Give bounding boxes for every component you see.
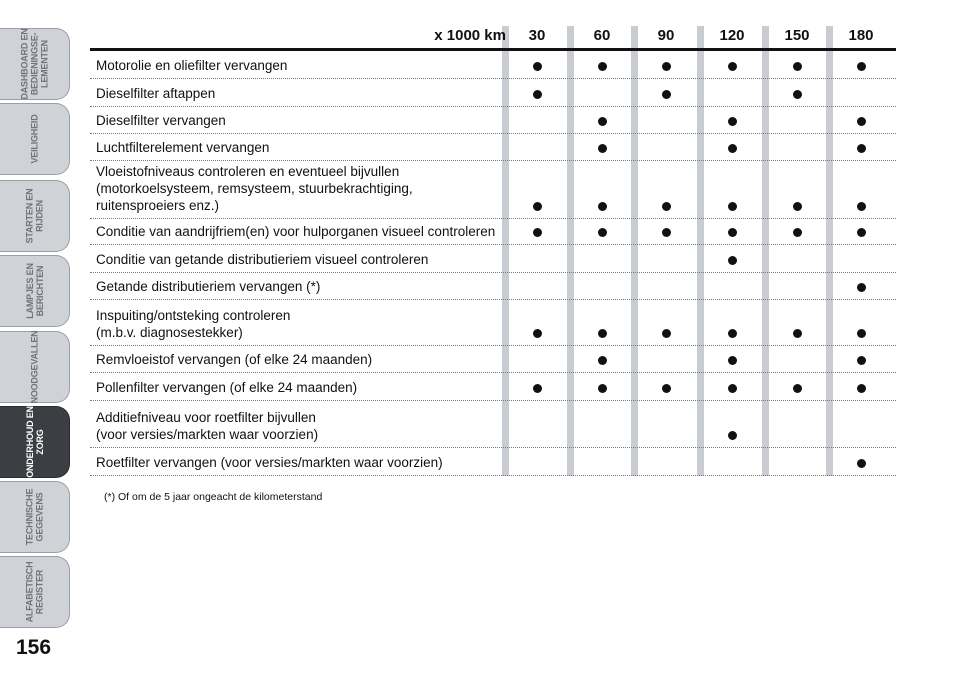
- task-label: Roetfilter vervangen (voor versies/markten waar voorzien): [96, 455, 443, 470]
- task-label: Pollenfilter vervangen (of elke 24 maanden): [96, 380, 358, 395]
- service-dot: [598, 117, 607, 126]
- service-dot: [793, 329, 802, 338]
- table-row: [90, 401, 896, 448]
- service-dot: [533, 90, 542, 99]
- km-column-header: 30: [528, 27, 546, 44]
- task-label: Motorolie en oliefilter vervangen: [96, 58, 288, 73]
- service-dot: [857, 384, 866, 393]
- table-row: [90, 79, 896, 107]
- service-dot: [533, 329, 542, 338]
- chapter-tab-2[interactable]: [0, 180, 70, 252]
- table-header: [90, 26, 896, 50]
- km-column-header: 90: [657, 27, 675, 44]
- service-dot: [662, 202, 671, 211]
- table-row: [90, 448, 896, 476]
- service-dot: [662, 384, 671, 393]
- table-row: [90, 346, 896, 373]
- task-label: Inspuiting/ontsteking controleren (m.b.v. diagnosestekker): [96, 308, 291, 340]
- service-dot: [728, 202, 737, 211]
- chapter-tab-7[interactable]: [0, 556, 70, 628]
- task-label: Vloeistofniveaus controleren en eventueel bijvullen (motorkoelsysteem, remsysteem, stuurbekrachtiging, ruitensproeiers enz.): [96, 164, 413, 213]
- table-row: [90, 373, 896, 401]
- service-dot: [533, 62, 542, 71]
- service-dot: [728, 62, 737, 71]
- chapter-tab-3[interactable]: [0, 255, 70, 327]
- service-dot: [598, 62, 607, 71]
- km-column-header: 60: [593, 27, 611, 44]
- chapter-tab-label: LAMPJES EN BERICHTEN: [24, 263, 45, 319]
- km-column-header: 120: [719, 27, 745, 44]
- footnote: (*) Of om de 5 jaar ongeacht de kilometerstand: [104, 491, 323, 503]
- table-row: [90, 107, 896, 134]
- chapter-tab-label: DASHBOARD EN BEDIENINGSE- LEMENTEN: [19, 28, 50, 100]
- task-label: Conditie van getande distributieriem visueel controleren: [96, 252, 429, 267]
- chapter-tab-6[interactable]: [0, 481, 70, 553]
- service-dot: [857, 459, 866, 468]
- service-dot: [598, 202, 607, 211]
- service-dot: [857, 283, 866, 292]
- service-dot: [728, 228, 737, 237]
- table-row: [90, 245, 896, 273]
- unit-label: x 1000 km: [434, 27, 506, 44]
- service-dot: [857, 329, 866, 338]
- table-row: [90, 300, 896, 346]
- service-dot: [728, 431, 737, 440]
- chapter-tab-label: TECHNISCHE GEGEVENS: [24, 488, 45, 546]
- service-dot: [598, 329, 607, 338]
- service-dot: [533, 228, 542, 237]
- service-dot: [857, 62, 866, 71]
- service-dot: [662, 329, 671, 338]
- table-row: [90, 134, 896, 161]
- service-dot: [598, 228, 607, 237]
- chapter-tab-label: VEILIGHEID: [29, 114, 40, 164]
- service-dot: [598, 356, 607, 365]
- chapter-tab-label: ONDERHOUD EN ZORG: [24, 406, 45, 478]
- service-dot: [662, 62, 671, 71]
- service-dot: [857, 117, 866, 126]
- service-dot: [793, 202, 802, 211]
- chapter-tab-1[interactable]: [0, 103, 70, 175]
- service-dot: [857, 202, 866, 211]
- service-dot: [662, 228, 671, 237]
- chapter-tab-5[interactable]: [0, 406, 70, 478]
- table-row: [90, 51, 896, 79]
- chapter-tab-0[interactable]: [0, 28, 70, 100]
- service-dot: [857, 144, 866, 153]
- service-dot: [728, 384, 737, 393]
- task-label: Remvloeistof vervangen (of elke 24 maanden): [96, 352, 373, 367]
- service-dot: [728, 144, 737, 153]
- service-dot: [857, 356, 866, 365]
- table-row: [90, 161, 896, 219]
- km-column-header: 150: [784, 27, 810, 44]
- table-row: [90, 273, 896, 300]
- task-label: Luchtfilterelement vervangen: [96, 140, 270, 155]
- service-dot: [728, 117, 737, 126]
- table-row: [90, 219, 896, 245]
- service-dot: [728, 256, 737, 265]
- task-label: Dieselfilter aftappen: [96, 86, 216, 101]
- km-column-header: 180: [848, 27, 874, 44]
- service-dot: [857, 228, 866, 237]
- service-dot: [793, 228, 802, 237]
- task-label: Conditie van aandrijfriem(en) voor hulporganen visueel controleren: [96, 224, 496, 239]
- chapter-tab-label: STARTEN EN RIJDEN: [24, 188, 45, 244]
- chapter-tab-label: ALFABETISCH REGISTER: [24, 561, 45, 623]
- chapter-tab-4[interactable]: [0, 331, 70, 403]
- service-dot: [793, 384, 802, 393]
- task-label: Getande distributieriem vervangen (*): [96, 279, 321, 294]
- service-dot: [728, 329, 737, 338]
- service-dot: [533, 202, 542, 211]
- service-dot: [728, 356, 737, 365]
- page-number: 156: [16, 636, 52, 659]
- service-dot: [662, 90, 671, 99]
- task-label: Additiefniveau voor roetfilter bijvullen (voor versies/markten waar voorzien): [96, 410, 319, 442]
- service-dot: [533, 384, 542, 393]
- chapter-tab-label: NOODGEVALLEN: [29, 330, 40, 404]
- service-dot: [793, 90, 802, 99]
- task-label: Dieselfilter vervangen: [96, 113, 226, 128]
- service-dot: [598, 384, 607, 393]
- service-dot: [598, 144, 607, 153]
- service-dot: [793, 62, 802, 71]
